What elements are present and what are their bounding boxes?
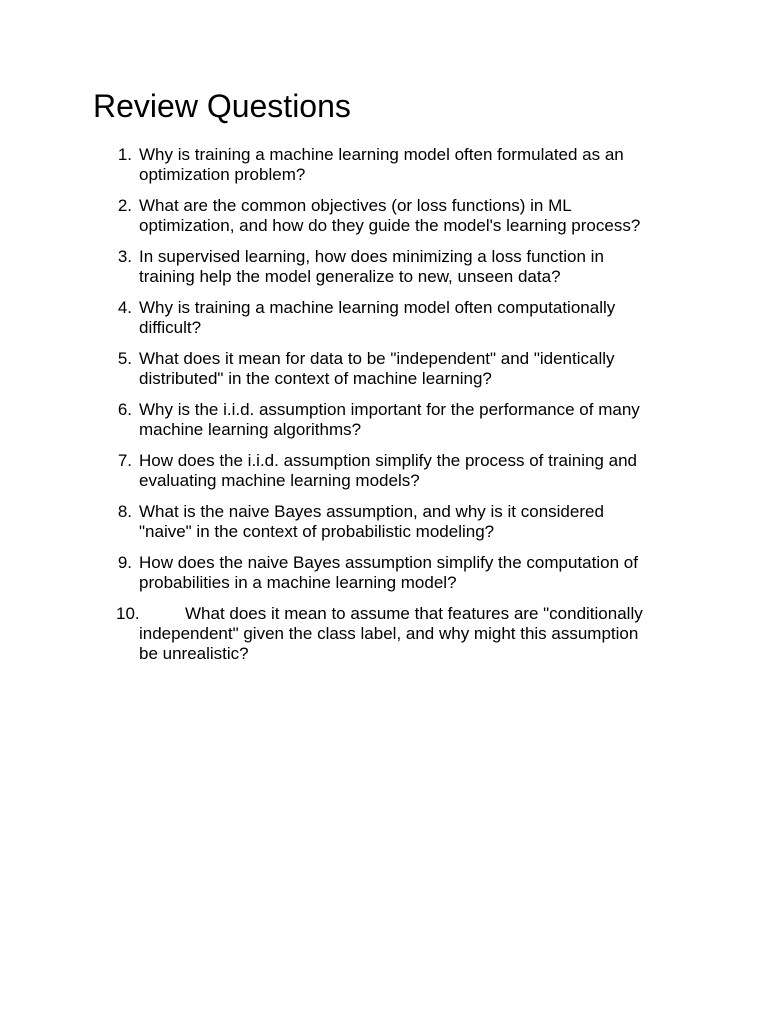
question-line: Why is training a machine learning model often formulated as an	[139, 145, 624, 164]
question-line: What is the naive Bayes assumption, and why is it considered	[139, 502, 604, 521]
question-line: Why is the i.i.d. assumption important for the performance of many	[139, 400, 640, 419]
question-number: 9.	[117, 553, 132, 572]
question-number: 5.	[117, 349, 132, 368]
question-number: 2.	[117, 196, 132, 215]
list-item	[0, 145, 679, 185]
question-number: 8.	[117, 502, 132, 521]
question-line: How does the naive Bayes assumption simplify the computation of	[139, 553, 638, 572]
question-text	[139, 553, 679, 593]
question-text	[139, 400, 679, 440]
list-item	[0, 553, 679, 593]
question-line: "naive" in the context of probabilistic modeling?	[139, 522, 495, 541]
question-text	[139, 298, 679, 338]
list-item	[0, 502, 679, 542]
question-line: training help the model generalize to new, unseen data?	[139, 267, 561, 286]
list-item	[0, 451, 679, 491]
question-line: probabilities in a machine learning model?	[139, 573, 457, 592]
list-item	[0, 349, 679, 389]
question-list	[0, 145, 768, 675]
question-line: optimization, and how do they guide the model's learning process?	[139, 216, 641, 235]
question-text	[139, 451, 679, 491]
question-line: independent" given the class label, and why might this assumption	[139, 624, 639, 643]
list-item	[0, 298, 679, 338]
question-line: In supervised learning, how does minimizing a loss function in	[139, 247, 604, 266]
list-item	[0, 400, 679, 440]
list-item	[0, 247, 679, 287]
question-line: Why is training a machine learning model often computationally	[139, 298, 616, 317]
question-number: 1.	[117, 145, 132, 164]
question-line: optimization problem?	[139, 165, 306, 184]
question-line: evaluating machine learning models?	[139, 471, 420, 490]
question-text	[139, 349, 679, 389]
question-number: 6.	[117, 400, 132, 419]
question-number: 3.	[117, 247, 132, 266]
question-line: difficult?	[139, 318, 202, 337]
list-item	[0, 196, 679, 236]
question-line: How does the i.i.d. assumption simplify the process of training and	[139, 451, 637, 470]
question-number: 7.	[117, 451, 132, 470]
page-title: Review Questions	[93, 88, 351, 124]
question-number: 10.	[116, 604, 140, 623]
question-text	[139, 604, 679, 664]
question-text	[139, 502, 679, 542]
question-text	[139, 247, 679, 287]
question-text	[139, 196, 679, 236]
question-line: What are the common objectives (or loss functions) in ML	[139, 196, 572, 215]
question-line: be unrealistic?	[139, 644, 249, 663]
question-number: 4.	[117, 298, 132, 317]
list-item	[0, 604, 679, 664]
question-line: What does it mean for data to be "independent" and "identically	[139, 349, 615, 368]
question-line: distributed" in the context of machine learning?	[139, 369, 492, 388]
question-text	[139, 145, 679, 185]
question-line: machine learning algorithms?	[139, 420, 362, 439]
question-line: What does it mean to assume that features are "conditionally	[185, 604, 643, 623]
